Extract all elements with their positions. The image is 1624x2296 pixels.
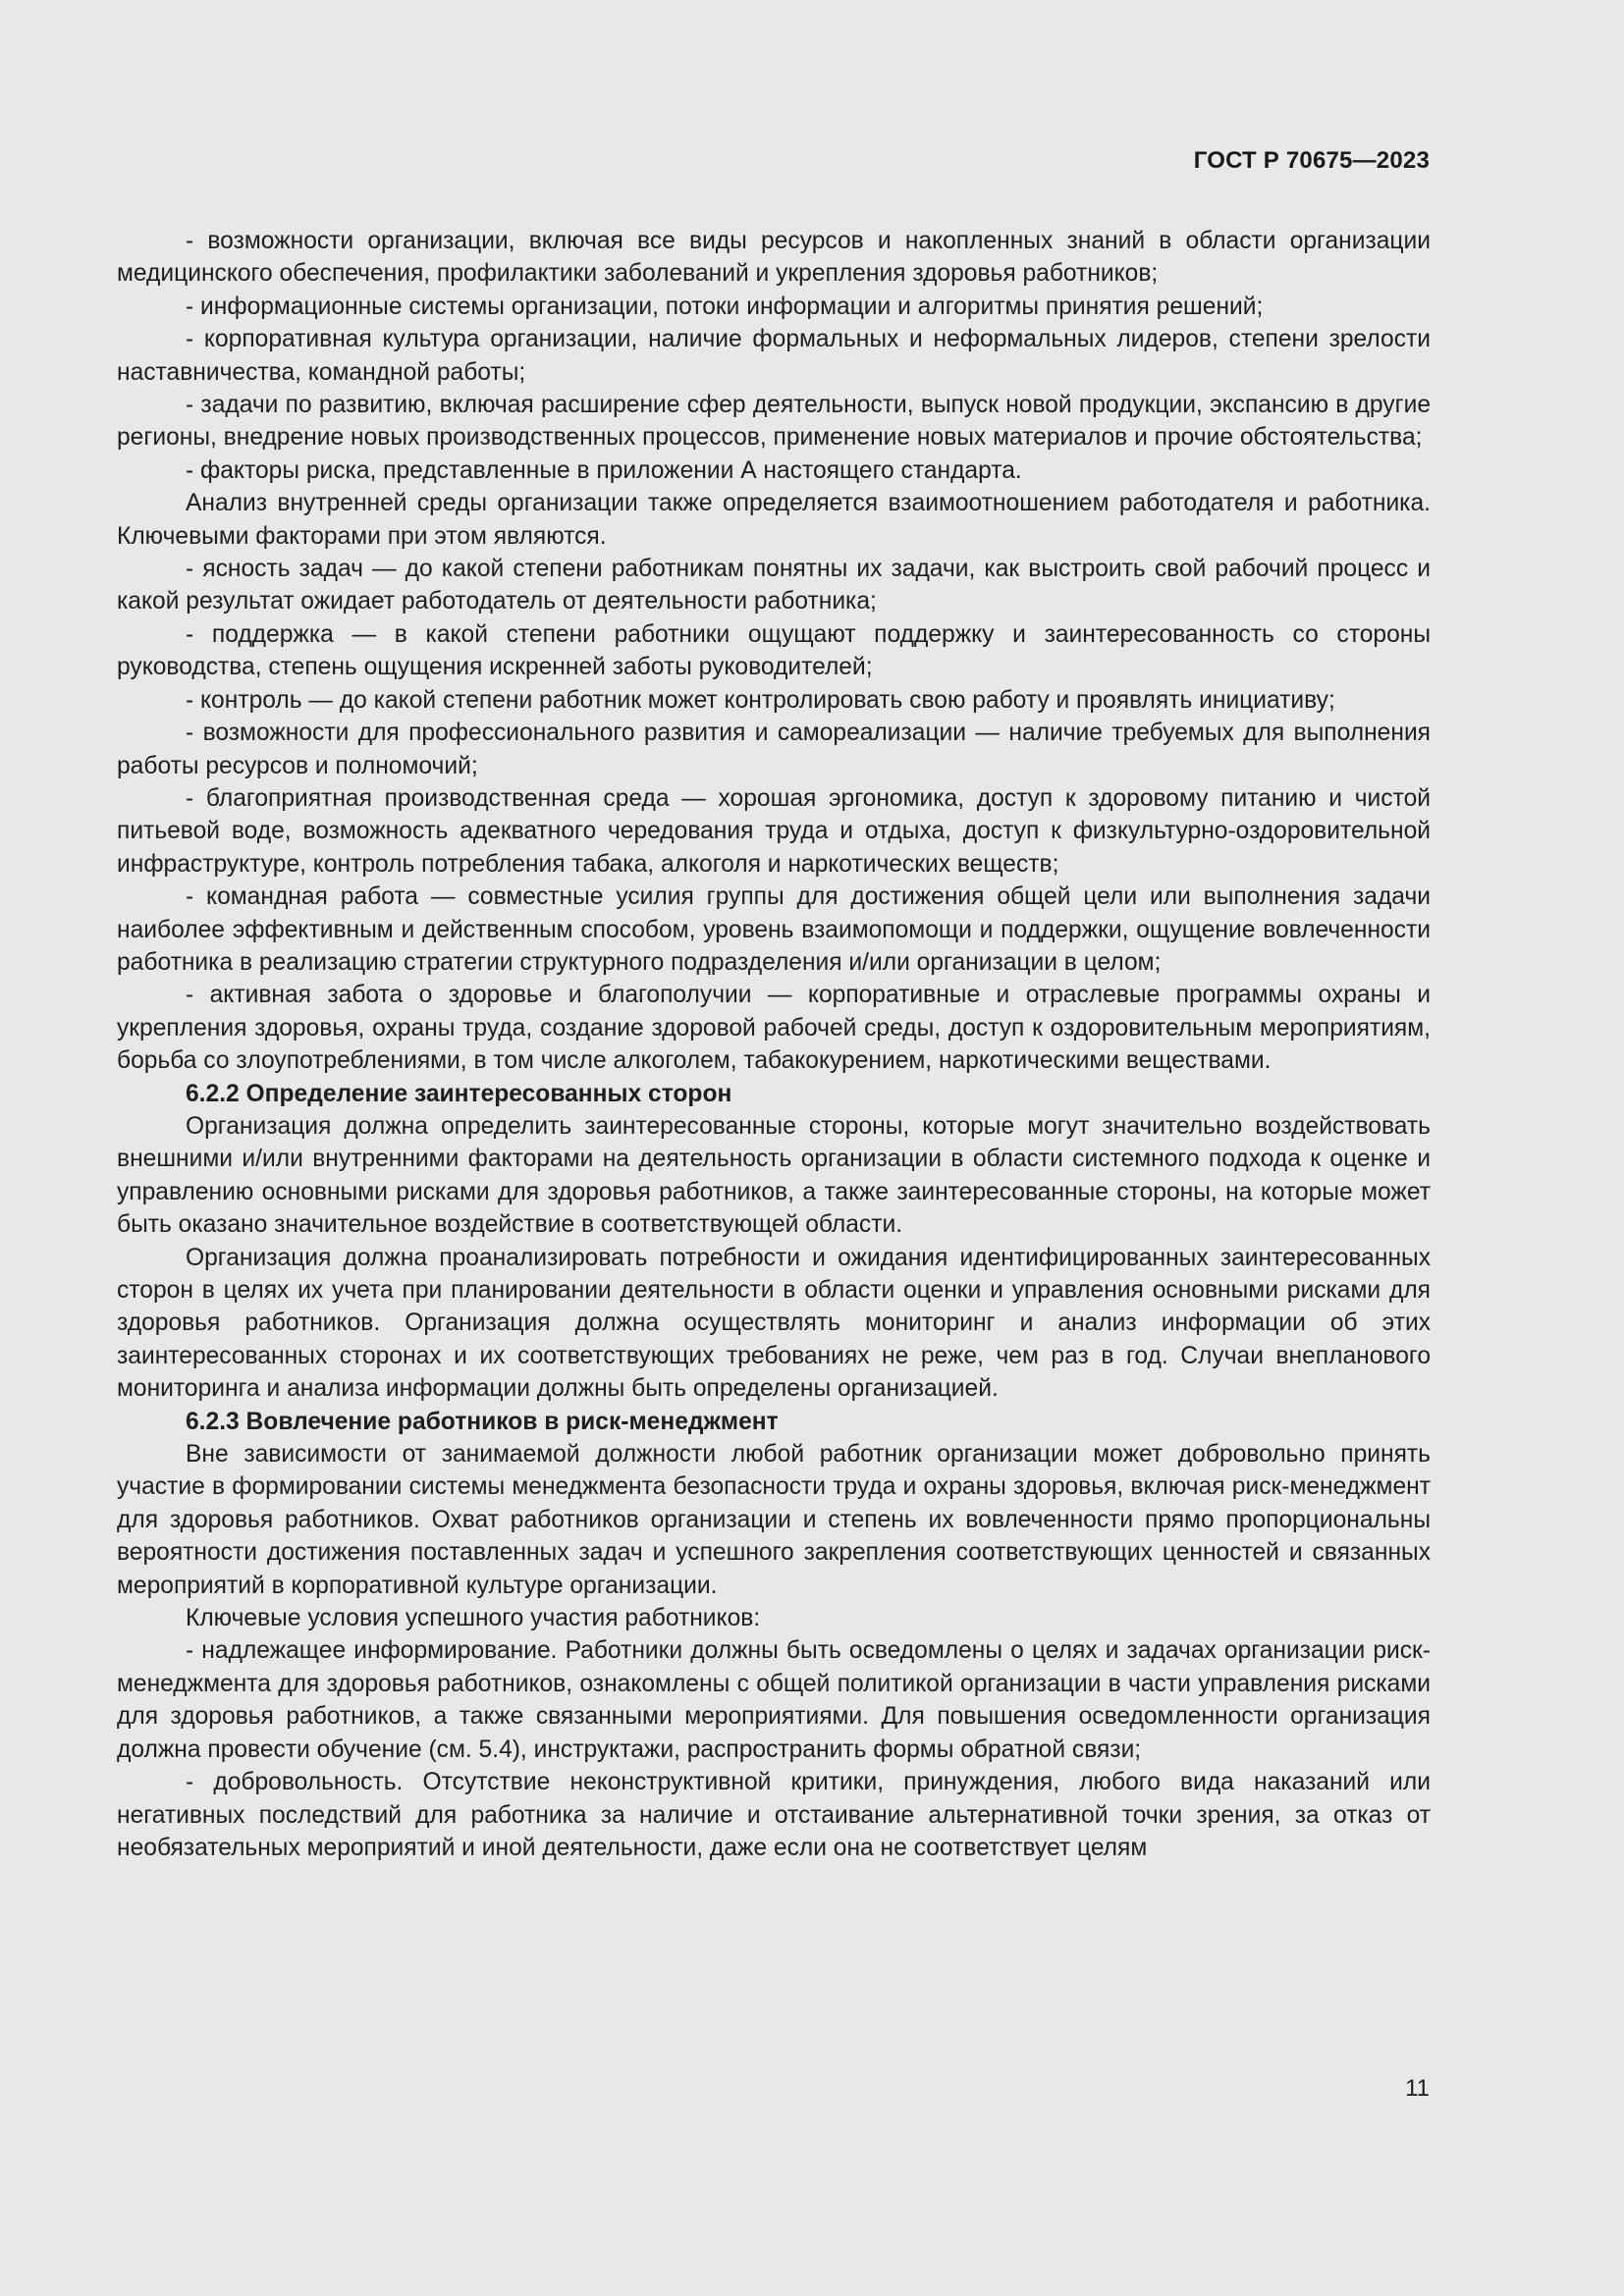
paragraph: - задачи по развитию, включая расширение сфер деятельности, выпуск новой продукции, экспансию в другие регионы, внедрение новых производственных процессов, применение новых материалов и прочие обстоятельства;: [117, 392, 1431, 452]
paragraph: - поддержка — в какой степени работники ощущают поддержку и заинтересованность со стороны руководства, степень ощущения искренней заботы руководителей;: [117, 620, 1431, 681]
paragraph: - надлежащее информирование. Работники должны быть осведомлены о целях и задачах организации риск-менеджмента для здоровья работников, ознакомлены с общей политикой организации в части управления рисками для здоровья работников, а также связанными мероприятиями. Для повышения осведомленности организация должна провести обучение (см. 5.4), инструктажи, распространить формы обратной связи;: [117, 1637, 1431, 1763]
paragraph: Организация должна определить заинтересованные стороны, которые могут значительно воздействовать внешними и/или внутренними факторами на деятельность организации в области системного подхода к оценке и управлению основными рисками для здоровья работников, а также заинтересованные стороны, на которые может быть оказано значительное воздействие в соответствующей области.: [117, 1112, 1431, 1239]
paragraph: - информационные системы организации, потоки информации и алгоритмы принятия решений;: [186, 293, 1264, 320]
paragraph: - возможности для профессионального развития и самореализации — наличие требуемых для выполнения работы ресурсов и полномочий;: [117, 720, 1431, 779]
paragraph: Организация должна проанализировать потребности и ожидания идентифицированных заинтересованных сторон в целях их учета при планировании деятельности в области оценки и управления основными рисками для здоровья работников. Организация должна осуществлять мониторинг и анализ информации об этих заинтересованных сторонах и их соответствующих требованиях не реже, чем раз в год. Случаи внепланового мониторинга и анализа информации должны быть определены организацией.: [117, 1244, 1431, 1403]
paragraph: Анализ внутренней среды организации также определяется взаимоотношением работодателя и работника. Ключевыми факторами при этом являются.: [117, 490, 1431, 550]
paragraph: - возможности организации, включая все виды ресурсов и накопленных знаний в области организации медицинского обеспечения, профилактики заболеваний и укрепления здоровья работников;: [117, 228, 1431, 288]
paragraph: - корпоративная культура организации, наличие формальных и неформальных лидеров, степени зрелости наставничества, командной работы;: [117, 326, 1431, 386]
section-heading: 6.2.2 Определение заинтересованных сторон: [186, 1080, 732, 1107]
paragraph: - контроль — до какой степени работник может контролировать свою работу и проявлять инициативу;: [186, 686, 1335, 714]
section-heading: 6.2.3 Вовлечение работников в риск-менеджмент: [186, 1408, 779, 1435]
standard-header: ГОСТ Р 70675—2023: [1193, 147, 1430, 174]
page-number: 11: [1405, 2075, 1430, 2102]
paragraph: Ключевые условия успешного участия работников:: [186, 1605, 761, 1632]
paragraph: - добровольность. Отсутствие неконструктивной критики, принуждения, любого вида наказаний или негативных последствий для работника за наличие и отстаивание альтернативной точки зрения, за отказ от необязательных мероприятий и иной деятельности, даже если она не соответствует целям: [117, 1769, 1431, 1861]
document-body: [117, 225, 1431, 1864]
paragraph: - факторы риска, представленные в приложении А настоящего стандарта.: [186, 456, 1022, 484]
paragraph: - благоприятная производственная среда — хорошая эргономика, доступ к здоровому питанию и чистой питьевой воде, возможность адекватного чередования труда и отдыха, доступ к физкультурно-оздоровительной инфраструктуре, контроль потребления табака, алкоголя и наркотических веществ;: [117, 784, 1431, 878]
paragraph: - активная забота о здоровье и благополучии — корпоративные и отраслевые программы охраны и укрепления здоровья, охраны труда, создание здоровой рабочей среды, доступ к оздоровительным мероприятиям, борьба со злоупотреблениями, в том числе алкоголем, табакокурением, наркотическими веществами.: [117, 982, 1431, 1075]
paragraph: - ясность задач — до какой степени работникам понятны их задачи, как выстроить свой рабочий процесс и какой результат ожидает работодатель от деятельности работника;: [117, 556, 1431, 615]
paragraph: Вне зависимости от занимаемой должности любой работник организации может добровольно принять участие в формировании системы менеджмента безопасности труда и охраны здоровья, включая риск-менеджмент для здоровья работников. Охват работников организации и степень их вовлеченности прямо пропорциональны вероятности достижения поставленных задач и успешного закрепления соответствующих ценностей и связанных мероприятий в корпоративной культуре организации.: [117, 1441, 1431, 1599]
paragraph: - командная работа — совместные усилия группы для достижения общей цели или выполнения задачи наиболее эффективным и действенным способом, уровень взаимопомощи и поддержки, ощущение вовлеченности работника в реализацию стратегии структурного подразделения и/или организации в целом;: [117, 883, 1431, 976]
